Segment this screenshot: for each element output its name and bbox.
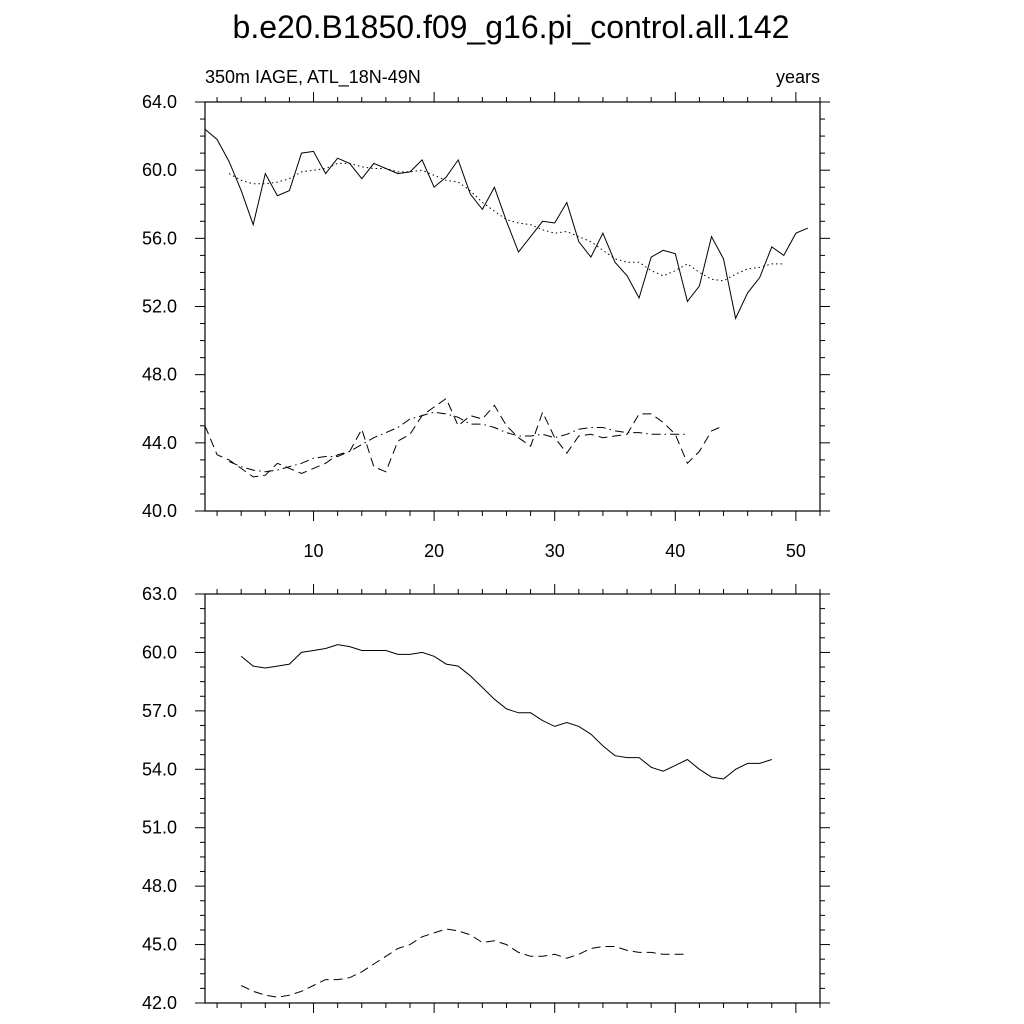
chart-subtitle-right: years	[775, 67, 820, 87]
top-x-tick-label: 30	[544, 541, 565, 561]
bottom-y-tick-label: 42.0	[141, 993, 177, 1013]
bottom-panel	[142, 584, 830, 1013]
bottom-plot-frame	[205, 594, 820, 1003]
bottom-series-dashed-line	[241, 929, 687, 997]
bottom-y-tick-label: 63.0	[141, 584, 177, 604]
top-x-tick-label: 10	[303, 541, 324, 561]
bottom-y-tick-label: 57.0	[141, 700, 177, 721]
top-y-tick-label: 52.0	[141, 296, 177, 317]
top-x-tick-label: 20	[424, 541, 445, 561]
top-series-dashed-line	[205, 399, 724, 477]
top-y-tick-label: 40.0	[141, 501, 177, 521]
top-series-solid-line	[205, 129, 808, 318]
top-y-tick-label: 56.0	[141, 228, 177, 249]
bottom-y-tick-label: 48.0	[141, 876, 177, 897]
top-y-tick-label: 60.0	[141, 160, 177, 181]
bottom-y-tick-label: 54.0	[141, 759, 177, 780]
top-x-tick-label: 50	[785, 541, 806, 561]
top-y-tick-label: 64.0	[141, 92, 177, 112]
top-series-dashdot-line	[229, 412, 687, 472]
bottom-y-tick-label: 60.0	[141, 642, 177, 663]
top-y-tick-label: 48.0	[141, 364, 177, 385]
chart-subtitle-left: 350m IAGE, ATL_18N-49N	[205, 67, 421, 87]
top-plot-frame	[205, 102, 820, 511]
top-y-tick-label: 44.0	[141, 432, 177, 453]
bottom-y-tick-label: 45.0	[141, 934, 177, 955]
bottom-y-tick-label: 51.0	[141, 817, 177, 838]
chart-title: b.e20.B1850.f09_g16.pi_control.all.142	[232, 9, 790, 45]
top-x-tick-label: 40	[665, 541, 686, 561]
bottom-series-solid-line	[241, 645, 772, 779]
top-panel	[142, 92, 830, 561]
